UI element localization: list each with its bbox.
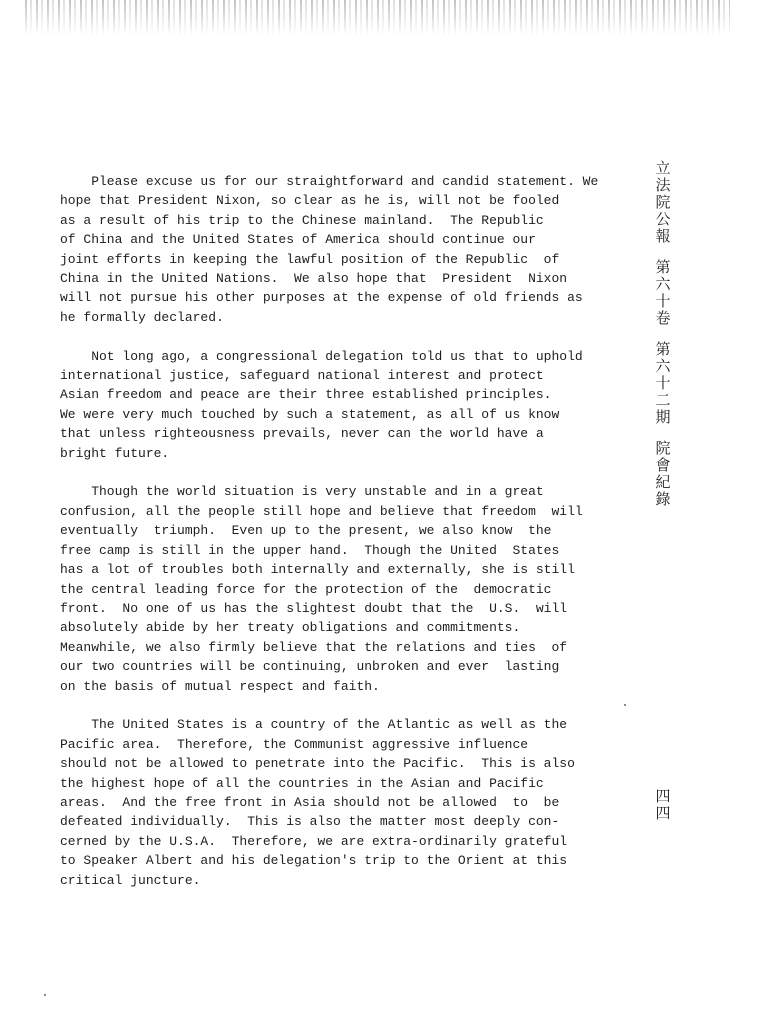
document-body <box>60 172 640 909</box>
text-line: bright future. <box>60 445 170 461</box>
side-header-char: 公 <box>655 210 671 228</box>
side-header-char: 第 <box>655 258 671 276</box>
scan-header-noise <box>25 0 730 36</box>
text-line: eventually triumph. Even up to the present, we also know the <box>60 523 552 539</box>
side-header-char: 第 <box>655 340 671 358</box>
side-header-char: 會 <box>655 456 671 474</box>
side-header-char: 錄 <box>655 490 671 508</box>
side-header-char: 院 <box>655 439 671 457</box>
text-line: to Speaker Albert and his delegation's trip to the Orient at this <box>60 853 568 869</box>
side-header-char: 六 <box>655 357 671 375</box>
text-line: China in the United Nations. We also hope that President Nixon <box>60 271 568 287</box>
paragraph <box>60 482 640 695</box>
text-line: Though the world situation is very unstable and in a great <box>60 484 544 500</box>
text-line: confusion, all the people still hope and believe that freedom will <box>60 503 583 519</box>
text-line: as a result of his trip to the Chinese mainland. The Republic <box>60 212 544 228</box>
text-line: hope that President Nixon, so clear as he is, will not be fooled <box>60 193 560 209</box>
text-line: defeated individually. This is also the matter most deeply con- <box>60 814 560 830</box>
text-line: the central leading force for the protection of the democratic <box>60 581 552 597</box>
text-line: Please excuse us for our straightforward and candid statement. We <box>60 174 599 189</box>
side-header-group <box>652 440 674 508</box>
side-header-group <box>652 341 674 426</box>
text-line: areas. And the free front in Asia should not be allowed to be <box>60 794 560 810</box>
scan-speck <box>44 994 46 996</box>
side-header-char: 卷 <box>655 309 671 327</box>
text-line: Meanwhile, we also firmly believe that the relations and ties of <box>60 639 568 655</box>
side-header-char: 院 <box>655 193 671 211</box>
text-line: of China and the United States of America should continue our <box>60 232 536 248</box>
text-line: critical juncture. <box>60 872 201 888</box>
text-line: our two countries will be continuing, unbroken and ever lasting <box>60 659 560 675</box>
text-line: will not pursue his other purposes at the expense of old friends as <box>60 290 583 306</box>
side-header-char: 十 <box>655 292 671 310</box>
text-line: international justice, safeguard national interest and protect <box>60 368 544 384</box>
text-line: absolutely abide by her treaty obligations and commitments. <box>60 620 521 636</box>
text-line: free camp is still in the upper hand. Though the United States <box>60 542 560 558</box>
text-line: the highest hope of all the countries in the Asian and Pacific <box>60 775 544 791</box>
side-header-char: 立 <box>655 159 671 177</box>
gazette-side-header <box>652 160 674 522</box>
side-header-group <box>652 259 674 327</box>
text-line: he formally declared. <box>60 309 224 325</box>
side-header-char: 十 <box>655 374 671 392</box>
text-line: on the basis of mutual respect and faith. <box>60 678 380 694</box>
side-header-char: 報 <box>655 227 671 245</box>
text-line: cerned by the U.S.A. Therefore, we are extra-ordinarily grateful <box>60 833 568 849</box>
text-line: has a lot of troubles both internally and externally, she is still <box>60 562 575 578</box>
side-header-char: 二 <box>655 391 671 409</box>
side-header-group <box>652 160 674 245</box>
text-line: Not long ago, a congressional delegation told us that to uphold <box>60 348 583 364</box>
text-line: The United States is a country of the Atlantic as well as the <box>60 717 568 733</box>
text-line: should not be allowed to penetrate into the Pacific. This is also <box>60 756 575 772</box>
text-line: joint efforts in keeping the lawful position of the Republic of <box>60 251 560 267</box>
text-line: Asian freedom and peace are their three established principles. <box>60 387 552 403</box>
side-header-char: 法 <box>655 176 671 194</box>
text-line: Pacific area. Therefore, the Communist aggressive influence <box>60 736 529 752</box>
text-line: front. No one of us has the slightest doubt that the U.S. will <box>60 600 568 616</box>
page-number <box>652 788 674 822</box>
side-header-char: 期 <box>655 408 671 426</box>
text-line: We were very much touched by such a statement, as all of us know <box>60 406 560 422</box>
side-header-char: 紀 <box>655 473 671 491</box>
page-number-char: 四 <box>655 804 671 822</box>
scan-speck <box>624 704 626 706</box>
paragraph <box>60 715 640 890</box>
paragraph <box>60 172 640 327</box>
side-header-char: 六 <box>655 275 671 293</box>
paragraph <box>60 347 640 463</box>
page-number-char: 四 <box>655 787 671 805</box>
text-line: that unless righteousness prevails, never can the world have a <box>60 426 544 442</box>
